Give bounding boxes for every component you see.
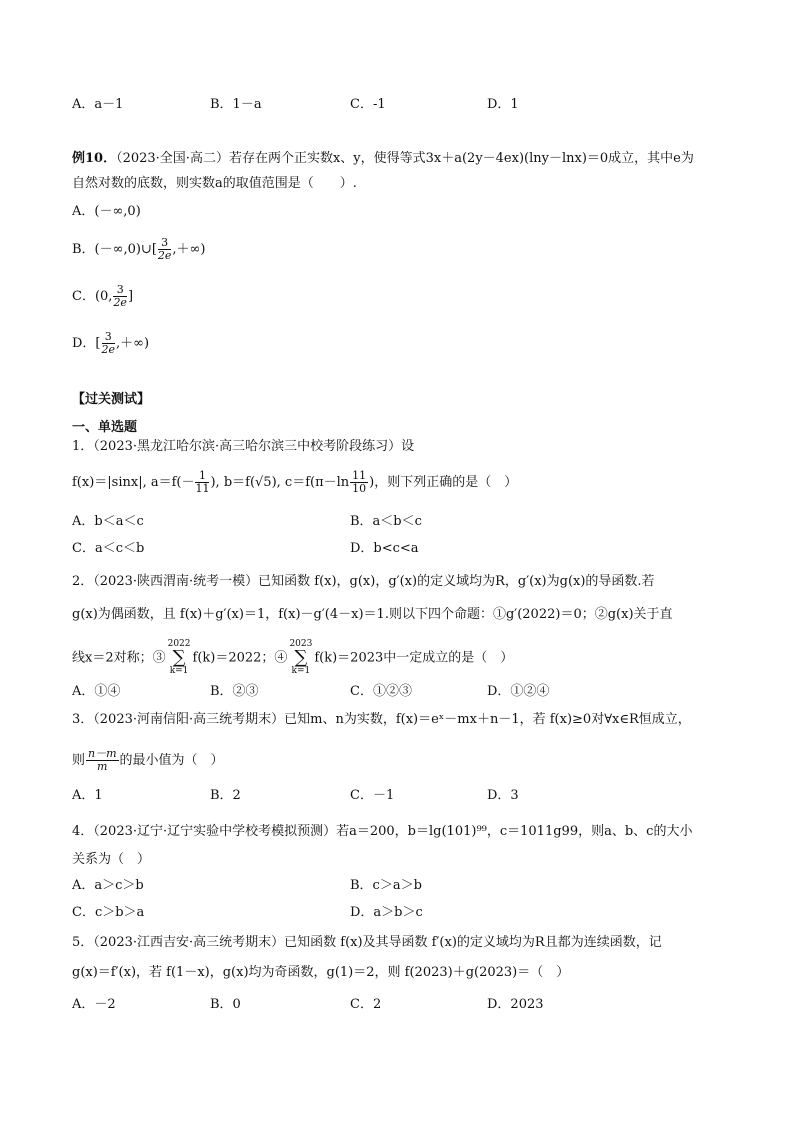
q1-line-1: 1．（2023·黑龙江哈尔滨·高三哈尔滨三中校考阶段练习）设 <box>72 439 415 454</box>
fraction <box>158 237 172 262</box>
sum-upper: 2022 <box>167 639 191 649</box>
ex10-option-b <box>72 237 205 262</box>
option-c: C．-1 <box>350 97 386 112</box>
fraction <box>195 470 209 495</box>
ex10-option-c <box>72 284 133 309</box>
denominator: 2e <box>157 249 172 262</box>
example-10-line-2: 自然对数的底数，则实数a的取值范围是（ ）. <box>72 176 357 191</box>
q2-line-3 <box>72 640 513 676</box>
q2-text-c: f(k)＝2023中一定成立的是（ ） <box>314 650 514 666</box>
numerator: 1 <box>195 470 209 483</box>
q4-option-a: A．a＞c＞b <box>72 878 144 893</box>
sum-lower: k=1 <box>291 666 311 676</box>
ex10-c-post: ] <box>127 289 134 304</box>
q2-text-b: f(k)＝2022；④ <box>192 650 288 666</box>
ex10-b-post: ,＋∞) <box>172 242 206 257</box>
ex10-option-d <box>72 331 149 356</box>
numerator: 3 <box>102 331 116 344</box>
q5-line-2: g(x)＝f′(x)，若 f(1－x)，g(x)均为奇函数，g(1)＝2，则 f(2023)＋g(2023)＝（ ） <box>72 965 570 980</box>
option-d: D．1 <box>487 97 519 112</box>
fraction <box>102 331 116 356</box>
q2-line-1: 2．（2023·陕西渭南·统考一模）已知函数 f(x)，g(x)，g′(x)的定义域均为R，g′(x)为g(x)的导函数.若 <box>72 574 655 589</box>
q4-line-2: 关系为（ ） <box>72 852 151 867</box>
fraction <box>350 470 368 495</box>
q3-option-c: C．－1 <box>350 788 395 803</box>
sum-upper: 2023 <box>289 639 313 649</box>
sum-lower: k=1 <box>169 666 189 676</box>
numerator: n－m <box>88 747 117 760</box>
q4-line-1: 4．（2023·辽宁·辽宁实验中学校考模拟预测）若a＝200，b＝lg(101)⁹⁹，c＝1011g99，则a、b、c的大小 <box>72 824 693 839</box>
q3-line-1: 3．（2023·河南信阳·高三统考期末）已知m、n为实数，f(x)＝eˣ－mx＋n－1，若 f(x)≥0对∀x∈R恒成立， <box>72 712 691 727</box>
numerator: 3 <box>158 237 172 250</box>
q1-option-b: B．a＜b＜c <box>350 514 422 529</box>
denominator: m <box>97 760 108 773</box>
denominator: 2e <box>101 343 116 356</box>
example-10-line-1 <box>72 149 694 169</box>
numerator: 11 <box>352 469 367 482</box>
option-a: A．a－1 <box>72 97 124 112</box>
q4-option-c: C．c＞b＞a <box>72 905 145 920</box>
denominator: 2e <box>113 296 127 309</box>
fraction <box>113 284 127 309</box>
q1-text-a: f(x)＝|sinx|, a＝f(－ <box>72 475 195 490</box>
q3-text-a: 则 <box>72 753 86 768</box>
q5-option-b: B．0 <box>210 997 241 1012</box>
ex10-d-pre: D．[ <box>72 336 101 351</box>
q1-text-b: ), b＝f(√5), c＝f(π－ln <box>210 475 350 490</box>
summation-icon: 2023 ∑ k=1 <box>289 639 313 676</box>
q4-option-d: D．a＞b＞c <box>350 905 423 920</box>
q3-text-b: 的最小值为（ ） <box>119 753 224 768</box>
section-subtitle: 一、单选题 <box>72 420 138 435</box>
q1-line-2 <box>72 470 517 495</box>
option-b: B．1－a <box>210 97 262 112</box>
ex10-d-post: ,＋∞) <box>116 336 150 351</box>
denominator: 11 <box>195 482 210 495</box>
ex10-c-pre: C．(0, <box>72 289 113 304</box>
denominator: 10 <box>352 482 367 495</box>
q2-option-c: C．①②③ <box>350 684 412 699</box>
q1-text-c: )，则下列正确的是（ ） <box>369 475 518 490</box>
fraction <box>86 748 119 773</box>
q1-option-d: D．b<c<a <box>350 541 419 556</box>
q3-line-2 <box>72 748 224 773</box>
q5-option-d: D．2023 <box>487 997 544 1012</box>
q1-option-c: C．a＜c＜b <box>72 541 145 556</box>
ex10-option-a: A．(－∞,0) <box>72 204 141 219</box>
q2-line-2: g(x)为偶函数，且 f(x)＋g′(x)＝1，f(x)－g′(4－x)＝1.则以下四个命题：①g′(2022)＝0；②g(x)关于直 <box>72 607 673 622</box>
summation-icon: 2022 ∑ k=1 <box>167 639 191 676</box>
ex10-b-pre: B．(－∞,0)∪[ <box>72 242 157 257</box>
q3-option-d: D．3 <box>487 788 519 803</box>
example-label: 例10． <box>72 151 117 166</box>
q3-option-b: B．2 <box>210 788 241 803</box>
section-title: 【过关测试】 <box>72 392 151 407</box>
q5-line-1: 5．（2023·江西吉安·高三统考期末）已知函数 f(x)及其导函数 f′(x)的定义域均为R且都为连续函数，记 <box>72 935 662 950</box>
q5-option-a: A．－2 <box>72 997 116 1012</box>
q3-option-a: A．1 <box>72 788 103 803</box>
q1-option-a: A．b＜a＜c <box>72 514 144 529</box>
q2-option-b: B．②③ <box>210 684 259 699</box>
q2-option-d: D．①②④ <box>487 684 550 699</box>
q2-option-a: A．①④ <box>72 684 121 699</box>
q5-option-c: C．2 <box>350 997 382 1012</box>
q4-option-b: B．c＞a＞b <box>350 878 422 893</box>
q2-text-a: 线x＝2对称；③ <box>72 650 166 666</box>
example-text: （2023·全国·高二）若存在两个正实数x、y，使得等式3x＋a(2y－4ex)(lny－lnx)＝0成立，其中e为 <box>116 151 694 166</box>
numerator: 3 <box>113 284 127 297</box>
